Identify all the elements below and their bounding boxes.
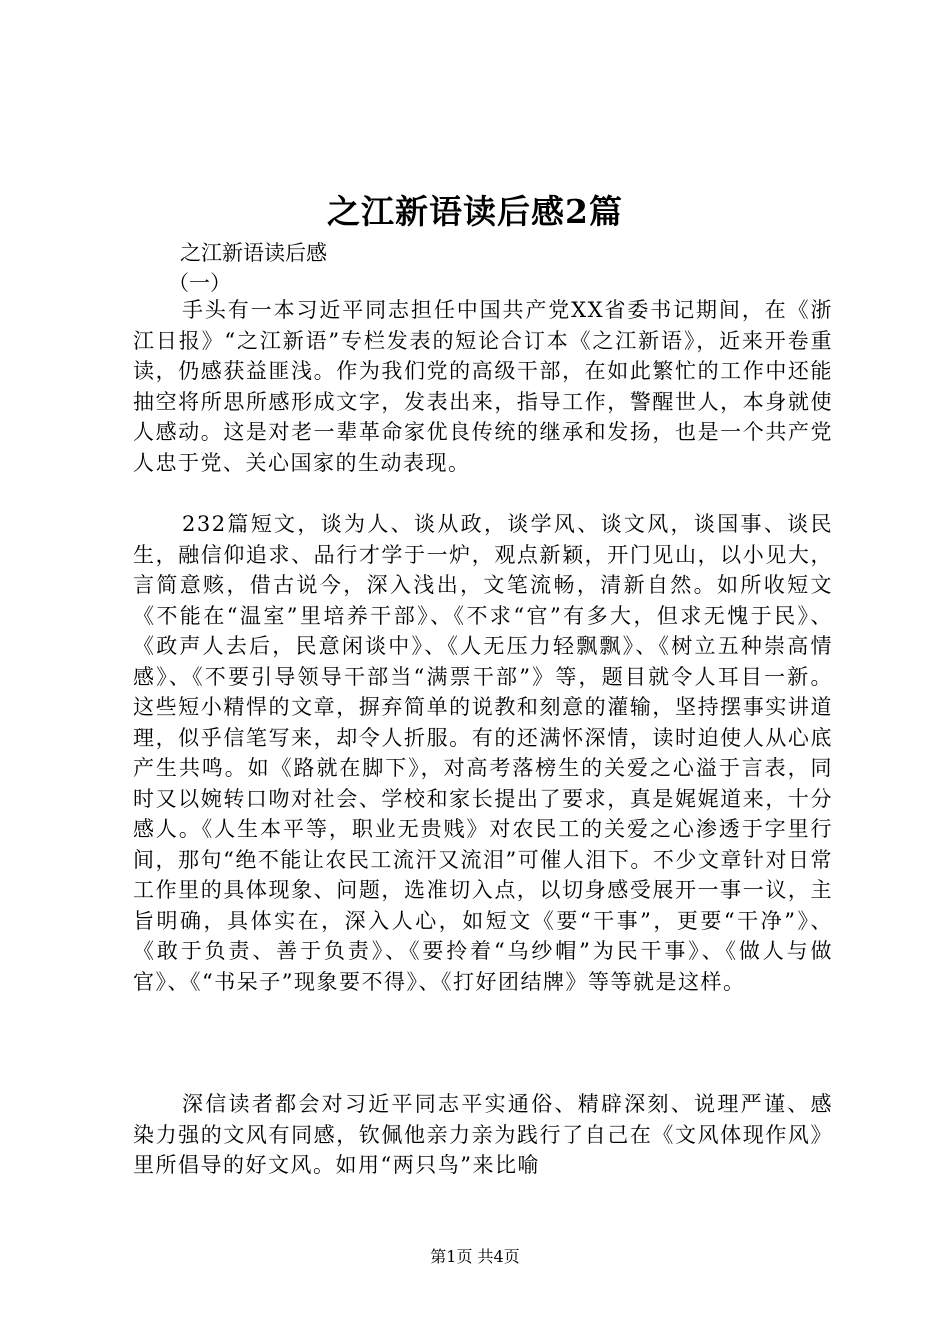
page-footer: 第1页 共4页 <box>430 1247 520 1266</box>
document-title: 之江新语读后感2篇 <box>327 192 623 231</box>
paragraph: 手头有一本习近平同志担任中国共产党XX省委书记期间，在《浙江日报》“之江新语”专栏发表的短论合订本《之江新语》，近来开卷重读，仍感获益匪浅。作为我们党的高级干部，在如此繁忙的工作中还能抽空将所思所感形成文字，发表出来，指导工作，警醒世人，本身就使人感动。这是对老一辈革命家优良传统的继承和发扬，也是一个共产党人忠于党、关心国家的生动表现。 <box>133 298 833 475</box>
paragraph: 深信读者都会对习近平同志平实通俗、精辟深刻、说理严谨、感染力强的文风有同感，钦佩他亲力亲为践行了自己在《文风体现作风》里所倡导的好文风。如用“两只鸟”来比喻 <box>133 1092 833 1177</box>
paragraph: 232篇短文，谈为人、谈从政，谈学风、谈文风，谈国事、谈民生，融信仰追求、品行才学于一炉，观点新颖，开门见山，以小见大，言简意赅，借古说今，深入浅出，文笔流畅，清新自然。如所收短文《不能在“温室”里培养干部》、《不求“官”有多大，但求无愧于民》、《政声人去后，民意闲谈中》、《人无压力轻飘飘》、《树立五种崇高情感》、《不要引导领导干部当“满票干部”》等，题目就令人耳目一新。这些短小精悍的文章，摒弃简单的说教和刻意的灌输，坚持摆事实讲道理，似乎信笔写来，却令人折服。有的还满怀深情，读时迫使人从心底产生共鸣。如《路就在脚下》，对高考落榜生的关爱之心溢于言表，同时又以婉转口吻对社会、学校和家长提出了要求，真是娓娓道来，十分感人。《人生本平等，职业无贵贱》对农民工的关爱之心渗透于字里行间，那句“绝不能让农民工流汗又流泪”可催人泪下。不少文章针对日常工作里的具体现象、问题，选准切入点，以切身感受展开一事一议，主旨明确，具体实在，深入人心，如短文《要“干事”，更要“干净”》、《敢于负责、善于负责》、《要拎着“乌纱帽”为民干事》、《做人与做官》、《“书呆子”现象要不得》、《打好团结牌》等等就是这样。 <box>133 512 833 994</box>
subheading: 之江新语读后感 <box>180 241 327 265</box>
section-number: （一） <box>168 271 231 295</box>
